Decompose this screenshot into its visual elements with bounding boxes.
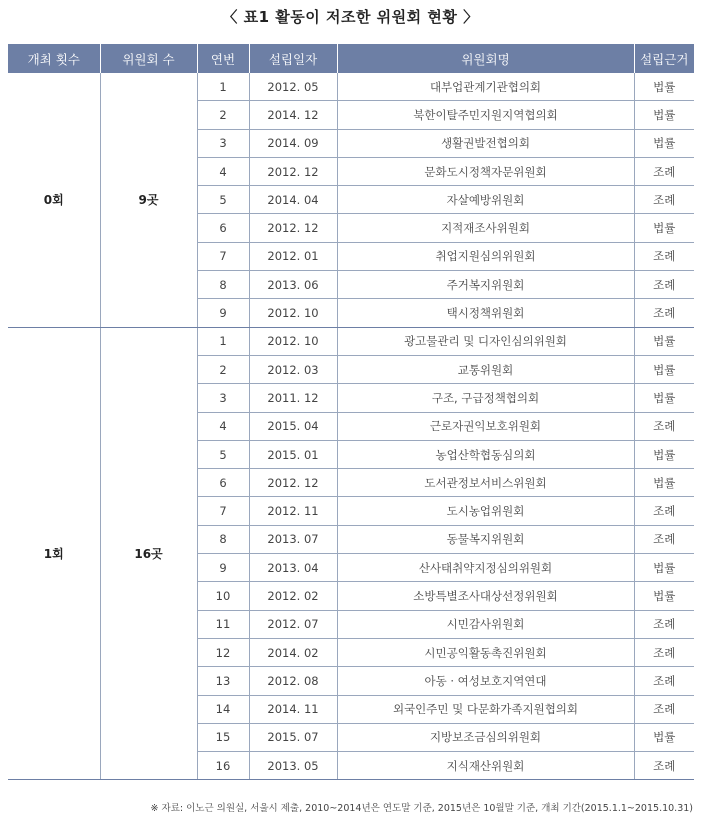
- committee-name-cell: 산사태취약지정심의위원회: [337, 554, 634, 582]
- serial-cell: 15: [197, 723, 249, 751]
- committee-name-cell: 도서관정보서비스위원회: [337, 469, 634, 497]
- date-cell: 2012. 10: [249, 327, 337, 355]
- header-meetings: 개최 횟수: [8, 44, 100, 73]
- legal-basis-cell: 조례: [634, 525, 694, 553]
- date-cell: 2012. 12: [249, 469, 337, 497]
- committee-name-cell: 지식재산위원회: [337, 752, 634, 780]
- serial-cell: 1: [197, 73, 249, 101]
- date-cell: 2012. 02: [249, 582, 337, 610]
- date-cell: 2012. 05: [249, 73, 337, 101]
- date-cell: 2012. 12: [249, 214, 337, 242]
- date-cell: 2015. 04: [249, 412, 337, 440]
- committee-name-cell: 자살예방위원회: [337, 186, 634, 214]
- meeting-count-cell: 0회: [8, 73, 100, 327]
- serial-cell: 6: [197, 214, 249, 242]
- legal-basis-cell: 법률: [634, 73, 694, 101]
- date-cell: 2014. 02: [249, 638, 337, 666]
- date-cell: 2014. 04: [249, 186, 337, 214]
- committee-name-cell: 광고물관리 및 디자인심의위원회: [337, 327, 634, 355]
- header-serial: 연번: [197, 44, 249, 73]
- date-cell: 2012. 10: [249, 299, 337, 327]
- date-cell: 2013. 07: [249, 525, 337, 553]
- committee-name-cell: 주거복지위원회: [337, 271, 634, 299]
- serial-cell: 4: [197, 412, 249, 440]
- date-cell: 2012. 07: [249, 610, 337, 638]
- committee-name-cell: 구조, 구급정책협의회: [337, 384, 634, 412]
- date-cell: 2015. 07: [249, 723, 337, 751]
- serial-cell: 4: [197, 157, 249, 185]
- date-cell: 2012. 08: [249, 667, 337, 695]
- committee-name-cell: 북한이탈주민지원지역협의회: [337, 101, 634, 129]
- serial-cell: 2: [197, 101, 249, 129]
- committee-name-cell: 소방특별조사대상선정위원회: [337, 582, 634, 610]
- serial-cell: 16: [197, 752, 249, 780]
- committee-name-cell: 지적재조사위원회: [337, 214, 634, 242]
- committee-name-cell: 지방보조금심의위원회: [337, 723, 634, 751]
- header-committee-name: 위원회명: [337, 44, 634, 73]
- header-established-date: 설립일자: [249, 44, 337, 73]
- date-cell: 2013. 05: [249, 752, 337, 780]
- legal-basis-cell: 조례: [634, 242, 694, 270]
- legal-basis-cell: 법률: [634, 327, 694, 355]
- date-cell: 2012. 03: [249, 355, 337, 383]
- date-cell: 2015. 01: [249, 440, 337, 468]
- legal-basis-cell: 조례: [634, 157, 694, 185]
- header-committee-count: 위원회 수: [100, 44, 197, 73]
- serial-cell: 5: [197, 440, 249, 468]
- date-cell: 2012. 01: [249, 242, 337, 270]
- meeting-count-cell: 1회: [8, 327, 100, 780]
- date-cell: 2012. 12: [249, 157, 337, 185]
- serial-cell: 9: [197, 554, 249, 582]
- committee-name-cell: 아동 · 여성보호지역연대: [337, 667, 634, 695]
- serial-cell: 11: [197, 610, 249, 638]
- committee-name-cell: 시민공익활동촉진위원회: [337, 638, 634, 666]
- legal-basis-cell: 조례: [634, 610, 694, 638]
- legal-basis-cell: 조례: [634, 695, 694, 723]
- committee-name-cell: 교통위원회: [337, 355, 634, 383]
- date-cell: 2014. 12: [249, 101, 337, 129]
- serial-cell: 13: [197, 667, 249, 695]
- serial-cell: 3: [197, 129, 249, 157]
- date-cell: 2011. 12: [249, 384, 337, 412]
- legal-basis-cell: 조례: [634, 638, 694, 666]
- legal-basis-cell: 법률: [634, 582, 694, 610]
- committee-name-cell: 동물복지위원회: [337, 525, 634, 553]
- legal-basis-cell: 법률: [634, 554, 694, 582]
- serial-cell: 8: [197, 525, 249, 553]
- source-note: ※ 자료: 이노근 의원실, 서울시 제출, 2010~2014년은 연도말 기준, 2015년은 10월말 기준, 개최 기간(2015.1.1~2015.10.31): [150, 803, 693, 814]
- serial-cell: 12: [197, 638, 249, 666]
- committee-name-cell: 도시농업위원회: [337, 497, 634, 525]
- committee-table: [8, 44, 694, 780]
- committee-name-cell: 문화도시정책자문위원회: [337, 157, 634, 185]
- committee-count-cell: 9곳: [100, 73, 197, 327]
- serial-cell: 8: [197, 271, 249, 299]
- table-body: [8, 73, 694, 780]
- header-legal-basis: 설립근거: [634, 44, 694, 73]
- date-cell: 2014. 09: [249, 129, 337, 157]
- legal-basis-cell: 조례: [634, 299, 694, 327]
- legal-basis-cell: 조례: [634, 667, 694, 695]
- date-cell: 2012. 11: [249, 497, 337, 525]
- date-cell: 2013. 04: [249, 554, 337, 582]
- legal-basis-cell: 조례: [634, 412, 694, 440]
- committee-name-cell: 생활권발전협의회: [337, 129, 634, 157]
- legal-basis-cell: 법률: [634, 384, 694, 412]
- committee-name-cell: 농업산학협동심의회: [337, 440, 634, 468]
- committee-count-cell: 16곳: [100, 327, 197, 780]
- committee-name-cell: 시민감사위원회: [337, 610, 634, 638]
- serial-cell: 9: [197, 299, 249, 327]
- committee-name-cell: 취업지원심의위원회: [337, 242, 634, 270]
- header-row: [8, 44, 694, 73]
- serial-cell: 7: [197, 242, 249, 270]
- committee-name-cell: 대부업관계기관협의회: [337, 73, 634, 101]
- legal-basis-cell: 법률: [634, 214, 694, 242]
- serial-cell: 5: [197, 186, 249, 214]
- legal-basis-cell: 법률: [634, 129, 694, 157]
- date-cell: 2013. 06: [249, 271, 337, 299]
- serial-cell: 2: [197, 355, 249, 383]
- committee-name-cell: 근로자권익보호위원회: [337, 412, 634, 440]
- legal-basis-cell: 조례: [634, 271, 694, 299]
- serial-cell: 14: [197, 695, 249, 723]
- committee-name-cell: 택시정책위원회: [337, 299, 634, 327]
- serial-cell: 7: [197, 497, 249, 525]
- serial-cell: 10: [197, 582, 249, 610]
- legal-basis-cell: 조례: [634, 497, 694, 525]
- table-title: 〈 표1 활동이 저조한 위원회 현황 〉: [222, 8, 479, 26]
- legal-basis-cell: 법률: [634, 355, 694, 383]
- table-row: [8, 327, 694, 355]
- legal-basis-cell: 법률: [634, 723, 694, 751]
- legal-basis-cell: 법률: [634, 440, 694, 468]
- serial-cell: 3: [197, 384, 249, 412]
- table-row: [8, 73, 694, 101]
- legal-basis-cell: 법률: [634, 101, 694, 129]
- legal-basis-cell: 조례: [634, 752, 694, 780]
- legal-basis-cell: 조례: [634, 186, 694, 214]
- date-cell: 2014. 11: [249, 695, 337, 723]
- legal-basis-cell: 법률: [634, 469, 694, 497]
- serial-cell: 6: [197, 469, 249, 497]
- committee-name-cell: 외국인주민 및 다문화가족지원협의회: [337, 695, 634, 723]
- serial-cell: 1: [197, 327, 249, 355]
